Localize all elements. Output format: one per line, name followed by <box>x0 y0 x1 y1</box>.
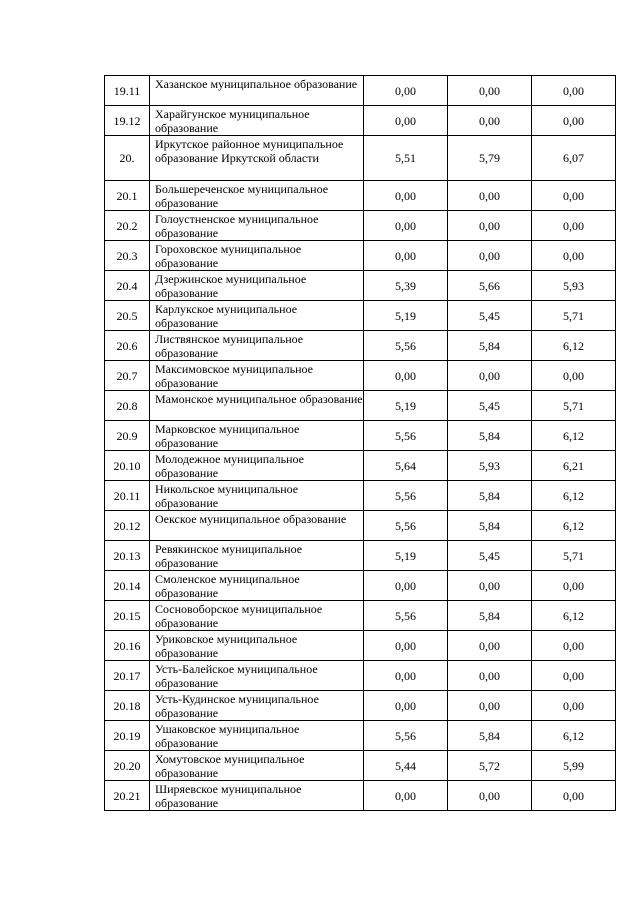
row-number-cell: 20.12 <box>105 511 150 541</box>
municipality-name-cell <box>150 301 364 331</box>
value-cell-1: 5,56 <box>364 721 448 751</box>
table-row <box>105 271 616 301</box>
row-number-cell: 19.12 <box>105 106 150 136</box>
row-number-cell: 20.15 <box>105 601 150 631</box>
table-row <box>105 391 616 421</box>
value-cell-1: 0,00 <box>364 181 448 211</box>
value-cell-3: 6,12 <box>532 601 616 631</box>
value-cell-2: 5,84 <box>448 601 532 631</box>
value-cell-2: 0,00 <box>448 661 532 691</box>
row-number-cell: 20.10 <box>105 451 150 481</box>
value-cell-1: 5,39 <box>364 271 448 301</box>
row-number-cell: 20. <box>105 136 150 181</box>
municipality-name-text: Ушаковское муниципальное образование <box>155 722 300 750</box>
value-cell-1: 5,19 <box>364 391 448 421</box>
municipality-name-text: Карлукское муниципальное образование <box>155 302 298 330</box>
municipality-name-cell <box>150 511 364 541</box>
row-number-cell: 20.20 <box>105 751 150 781</box>
municipality-name-text: Большереченское муниципальное образование <box>155 182 329 210</box>
municipality-name-cell <box>150 661 364 691</box>
value-cell-1: 0,00 <box>364 211 448 241</box>
municipality-name-text: Уриковское муниципальное образование <box>155 632 298 660</box>
value-cell-1: 5,44 <box>364 751 448 781</box>
municipality-name-cell <box>150 451 364 481</box>
table-row <box>105 361 616 391</box>
table-row <box>105 781 616 811</box>
value-cell-3: 5,71 <box>532 541 616 571</box>
table-row <box>105 181 616 211</box>
municipality-name-cell <box>150 781 364 811</box>
row-number-cell: 20.3 <box>105 241 150 271</box>
value-cell-3: 0,00 <box>532 106 616 136</box>
table-row <box>105 136 616 181</box>
row-number-cell: 20.4 <box>105 271 150 301</box>
value-cell-2: 0,00 <box>448 631 532 661</box>
value-cell-2: 5,45 <box>448 541 532 571</box>
table-row <box>105 211 616 241</box>
municipality-name-cell <box>150 601 364 631</box>
value-cell-2: 5,84 <box>448 421 532 451</box>
value-cell-1: 0,00 <box>364 661 448 691</box>
value-cell-2: 5,45 <box>448 391 532 421</box>
value-cell-3: 0,00 <box>532 181 616 211</box>
value-cell-3: 5,99 <box>532 751 616 781</box>
value-cell-2: 0,00 <box>448 211 532 241</box>
municipality-name-text: Листвянское муниципальное образование <box>155 332 304 360</box>
table-row <box>105 601 616 631</box>
value-cell-2: 0,00 <box>448 691 532 721</box>
municipality-name-cell <box>150 241 364 271</box>
value-cell-1: 5,51 <box>364 136 448 181</box>
municipality-name-cell <box>150 631 364 661</box>
table-row <box>105 661 616 691</box>
table-row <box>105 571 616 601</box>
municipality-name-cell <box>150 136 364 181</box>
municipality-name-cell <box>150 541 364 571</box>
row-number-cell: 20.17 <box>105 661 150 691</box>
municipality-name-text: Сосновоборское муниципальное образование <box>155 602 323 630</box>
row-number-cell: 20.16 <box>105 631 150 661</box>
value-cell-3: 0,00 <box>532 571 616 601</box>
row-number-cell: 20.13 <box>105 541 150 571</box>
value-cell-3: 6,12 <box>532 331 616 361</box>
value-cell-1: 0,00 <box>364 691 448 721</box>
municipality-name-cell <box>150 391 364 421</box>
municipality-name-cell <box>150 751 364 781</box>
value-cell-3: 0,00 <box>532 76 616 106</box>
value-cell-1: 5,56 <box>364 421 448 451</box>
municipality-name-cell <box>150 421 364 451</box>
value-cell-1: 5,56 <box>364 331 448 361</box>
municipality-name-text: Гороховское муниципальное образование <box>155 242 302 270</box>
value-cell-3: 0,00 <box>532 211 616 241</box>
value-cell-1: 5,56 <box>364 601 448 631</box>
row-number-cell: 19.11 <box>105 76 150 106</box>
value-cell-2: 0,00 <box>448 181 532 211</box>
row-number-cell: 20.2 <box>105 211 150 241</box>
value-cell-2: 5,84 <box>448 721 532 751</box>
municipality-name-cell <box>150 76 364 106</box>
table-row <box>105 301 616 331</box>
value-cell-3: 6,12 <box>532 481 616 511</box>
value-cell-2: 0,00 <box>448 241 532 271</box>
table-row <box>105 481 616 511</box>
value-cell-3: 6,12 <box>532 511 616 541</box>
value-cell-1: 0,00 <box>364 781 448 811</box>
table-row <box>105 691 616 721</box>
table-row <box>105 106 616 136</box>
value-cell-1: 5,19 <box>364 301 448 331</box>
value-cell-3: 0,00 <box>532 661 616 691</box>
municipality-name-cell <box>150 361 364 391</box>
value-cell-3: 6,12 <box>532 721 616 751</box>
value-cell-1: 5,64 <box>364 451 448 481</box>
municipality-name-cell <box>150 481 364 511</box>
row-number-cell: 20.14 <box>105 571 150 601</box>
municipality-name-text: Голоустненское муниципальное образование <box>155 212 319 240</box>
value-cell-1: 0,00 <box>364 631 448 661</box>
value-cell-3: 6,07 <box>532 136 616 181</box>
municipality-name-text: Марковское муниципальное образование <box>155 422 300 450</box>
row-number-cell: 20.19 <box>105 721 150 751</box>
municipality-name-text: Максимовское муниципальное образование <box>155 362 313 390</box>
value-cell-1: 5,19 <box>364 541 448 571</box>
municipality-name-text: Хомутовское муниципальное образование <box>155 752 305 780</box>
table-row <box>105 421 616 451</box>
value-cell-1: 0,00 <box>364 106 448 136</box>
value-cell-2: 5,93 <box>448 451 532 481</box>
municipality-name-cell <box>150 721 364 751</box>
table-row <box>105 721 616 751</box>
value-cell-1: 0,00 <box>364 76 448 106</box>
table-row <box>105 751 616 781</box>
row-number-cell: 20.5 <box>105 301 150 331</box>
value-cell-2: 0,00 <box>448 361 532 391</box>
value-cell-3: 6,21 <box>532 451 616 481</box>
table-body <box>105 76 616 811</box>
value-cell-2: 5,79 <box>448 136 532 181</box>
value-cell-3: 0,00 <box>532 361 616 391</box>
municipality-name-text: Дзержинское муниципальное образование <box>155 272 307 300</box>
municipality-name-cell <box>150 331 364 361</box>
municipality-name-text: Усть-Кудинское муниципальное образование <box>155 692 319 720</box>
data-table <box>104 75 616 811</box>
value-cell-3: 0,00 <box>532 781 616 811</box>
value-cell-2: 5,84 <box>448 481 532 511</box>
municipality-name-cell <box>150 181 364 211</box>
value-cell-1: 0,00 <box>364 361 448 391</box>
row-number-cell: 20.8 <box>105 391 150 421</box>
table-row <box>105 331 616 361</box>
value-cell-3: 0,00 <box>532 691 616 721</box>
municipality-name-cell <box>150 571 364 601</box>
municipality-name-text: Никольское муниципальное образование <box>155 482 299 510</box>
row-number-cell: 20.1 <box>105 181 150 211</box>
row-number-cell: 20.6 <box>105 331 150 361</box>
table-row <box>105 76 616 106</box>
value-cell-3: 5,71 <box>532 301 616 331</box>
municipality-name-cell <box>150 211 364 241</box>
value-cell-3: 0,00 <box>532 631 616 661</box>
table-row <box>105 451 616 481</box>
municipality-name-text: Ревякинское муниципальное образование <box>155 542 303 570</box>
row-number-cell: 20.21 <box>105 781 150 811</box>
value-cell-3: 5,71 <box>532 391 616 421</box>
municipality-name-cell <box>150 106 364 136</box>
municipality-name-text: Иркутское районное муниципальное образование Иркутской области <box>155 137 344 165</box>
value-cell-2: 5,72 <box>448 751 532 781</box>
municipality-name-text: Молодежное муниципальное образование <box>155 452 304 480</box>
municipality-name-cell <box>150 691 364 721</box>
value-cell-2: 5,66 <box>448 271 532 301</box>
municipality-name-text: Харайгунское муниципальное образование <box>155 107 310 135</box>
municipality-name-text: Смоленское муниципальное образование <box>155 572 300 600</box>
value-cell-2: 5,84 <box>448 511 532 541</box>
municipality-name-text: Усть-Балейское муниципальное образование <box>155 662 318 690</box>
value-cell-1: 5,56 <box>364 511 448 541</box>
value-cell-2: 5,84 <box>448 331 532 361</box>
value-cell-2: 0,00 <box>448 76 532 106</box>
value-cell-1: 0,00 <box>364 241 448 271</box>
municipality-name-cell <box>150 271 364 301</box>
municipality-name-text: Мамонское муниципальное образование <box>155 392 363 406</box>
row-number-cell: 20.7 <box>105 361 150 391</box>
table-row <box>105 511 616 541</box>
table-row <box>105 631 616 661</box>
value-cell-3: 6,12 <box>532 421 616 451</box>
value-cell-2: 0,00 <box>448 571 532 601</box>
value-cell-3: 5,93 <box>532 271 616 301</box>
municipality-name-text: Оекское муниципальное образование <box>155 512 347 526</box>
table-row <box>105 241 616 271</box>
value-cell-1: 5,56 <box>364 481 448 511</box>
row-number-cell: 20.11 <box>105 481 150 511</box>
value-cell-1: 0,00 <box>364 571 448 601</box>
municipality-name-text: Ширяевское муниципальное образование <box>155 782 302 810</box>
table-row <box>105 541 616 571</box>
value-cell-2: 0,00 <box>448 106 532 136</box>
row-number-cell: 20.18 <box>105 691 150 721</box>
municipality-name-text: Хазанское муниципальное образование <box>155 77 358 91</box>
value-cell-3: 0,00 <box>532 241 616 271</box>
value-cell-2: 5,45 <box>448 301 532 331</box>
value-cell-2: 0,00 <box>448 781 532 811</box>
row-number-cell: 20.9 <box>105 421 150 451</box>
